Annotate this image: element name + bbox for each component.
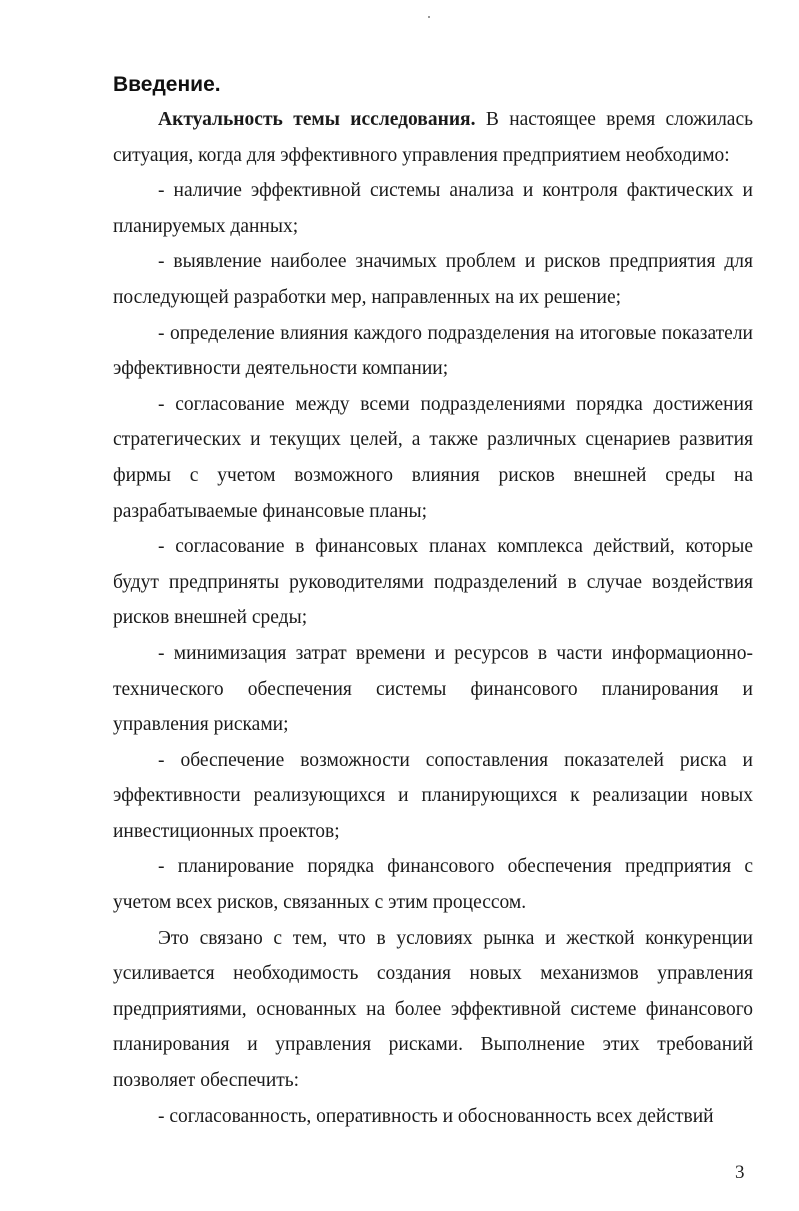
requirement-item: - планирование порядка финансового обеспечения предприятия с учетом всех рисков, связанных с этим процессом. xyxy=(113,856,753,914)
document-body xyxy=(113,102,753,1134)
requirement-item: - согласование в финансовых планах комплекса действий, которые будут предприняты руководителями подразделений в случае воздействия рисков внешней среды; xyxy=(113,536,753,629)
requirement-item: - обеспечение возможности сопоставления показателей риска и эффективности реализующихся и планирующихся к реализации новых инвестиционных проектов; xyxy=(113,749,753,842)
section-heading: Введение. xyxy=(113,73,221,96)
requirement-item: - согласование между всеми подразделениями порядка достижения стратегических и текущих целей, а также различных сценариев развития фирмы с учетом возможного влияния рисков внешней среды на разрабатываемые финансовые планы; xyxy=(113,393,753,522)
requirement-item: - наличие эффективной системы анализа и контроля фактических и планируемых данных; xyxy=(113,180,753,237)
page-number: 3 xyxy=(735,1162,745,1183)
requirement-item: - минимизация затрат времени и ресурсов в части информационно-технического обеспечения системы финансового планирования и управления рисками; xyxy=(113,642,753,736)
last-item: - согласованность, оперативность и обоснованность всех действий xyxy=(158,1105,714,1127)
intro-lead: Актуальность темы исследования. xyxy=(158,109,476,130)
intro-paragraph xyxy=(113,102,753,173)
requirement-item: - выявление наиболее значимых проблем и рисков предприятия для последующей разработки мер, направленных на их решение; xyxy=(113,251,753,308)
scan-speck xyxy=(428,16,430,18)
requirement-item: - определение влияния каждого подразделения на итоговые показатели эффективности деятельности компании; xyxy=(113,322,753,380)
conclusion-paragraph: Это связано с тем, что в условиях рынка и жесткой конкуренции усиливается необходимость создания новых механизмов управления предприятиями, основанных на более эффективной системе финансового планирования и управления рисками. Выполнение этих требований позволяет обеспечить: xyxy=(113,927,753,1092)
intro-text: В настоящее время сложилась ситуация, когда для эффективного управления предприятием необходимо: xyxy=(113,109,754,166)
